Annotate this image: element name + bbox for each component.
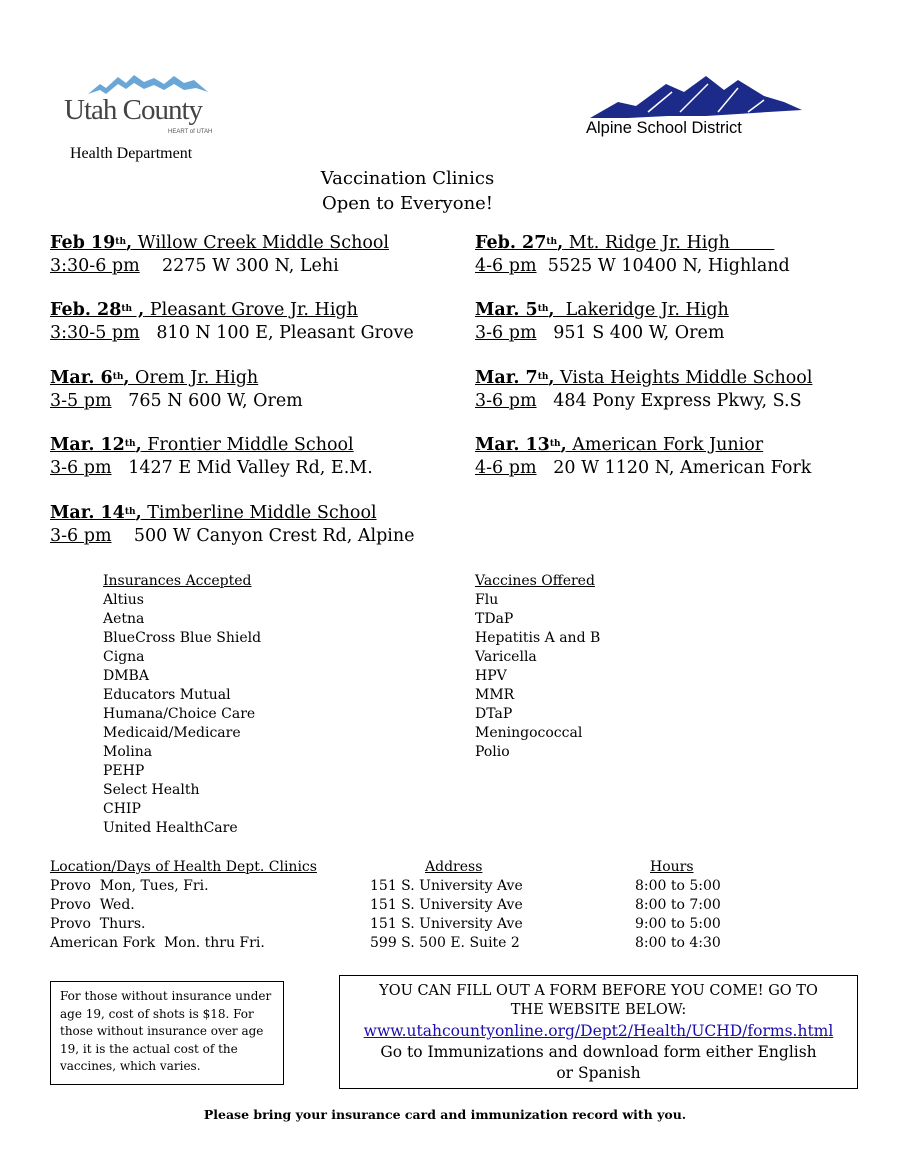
- clinic-time: 3:30-5 pm: [50, 323, 140, 343]
- clinic-time: 3:30-6 pm: [50, 256, 140, 276]
- clinic-address: 765 N 600 W, Orem: [128, 391, 303, 411]
- utah-county-logo: [64, 70, 234, 140]
- alpine-school-district-name: Alpine School District: [586, 119, 742, 137]
- clinic-time: 3-6 pm: [50, 526, 112, 546]
- list-item: BlueCross Blue Shield: [103, 630, 262, 646]
- list-item: MMR: [475, 687, 515, 703]
- clinic-5: Mar. 7th, Vista Heights Middle School 3-6 pm 484 Pony Express Pkwy, S.S: [475, 368, 813, 411]
- location-cell: Provo Thurs.: [50, 916, 146, 932]
- footer-note: Please bring your insurance card and immunization record with you.: [203, 1107, 687, 1122]
- list-item: Select Health: [103, 782, 200, 798]
- location-cell: Provo Mon, Tues, Fri.: [50, 878, 209, 894]
- clinic-date: Feb. 28: [50, 300, 122, 320]
- clinic-6: Mar. 12th, Frontier Middle School 3-6 pm 1427 E Mid Valley Rd, E.M.: [50, 435, 373, 478]
- list-item: HPV: [475, 668, 507, 684]
- clinic-2: Feb. 28th , Pleasant Grove Jr. High 3:30-5 pm 810 N 100 E, Pleasant Grove: [50, 300, 414, 343]
- clinic-1: Feb. 27th, Mt. Ridge Jr. High 4-6 pm 5525 W 10400 N, Highland: [475, 233, 790, 276]
- page-title: [0, 166, 815, 216]
- list-item: Meningococcal: [475, 725, 583, 741]
- clinic-address: 1427 E Mid Valley Rd, E.M.: [128, 458, 373, 478]
- clinic-time: 3-6 pm: [475, 391, 537, 411]
- list-item: CHIP: [103, 801, 141, 817]
- address-cell: 151 S. University Ave: [370, 916, 523, 932]
- list-item: Flu: [475, 592, 499, 608]
- list-item: Aetna: [103, 611, 145, 627]
- location-cell: American Fork Mon. thru Fri.: [50, 935, 265, 951]
- clinic-date: Mar. 7: [475, 368, 538, 388]
- col-header-address: Address: [425, 859, 483, 875]
- list-item: DMBA: [103, 668, 149, 684]
- hours-cell: 8:00 to 4:30: [635, 935, 721, 951]
- health-department-label: Health Department: [70, 145, 193, 162]
- address-cell: 151 S. University Ave: [370, 878, 523, 894]
- alpine-mountain-icon: [588, 72, 802, 120]
- clinic-4: Mar. 6th, Orem Jr. High 3-5 pm 765 N 600 W, Orem: [50, 368, 303, 411]
- clinic-school: American Fork Junior: [566, 435, 764, 455]
- clinic-school: Orem Jr. High: [129, 368, 259, 388]
- clinic-date: Mar. 13: [475, 435, 550, 455]
- hours-cell: 9:00 to 5:00: [635, 916, 721, 932]
- list-item: Altius: [103, 592, 144, 608]
- clinic-address: 500 W Canyon Crest Rd, Alpine: [133, 526, 415, 546]
- clinic-time: 3-6 pm: [50, 458, 112, 478]
- clinic-school: Frontier Middle School: [141, 435, 354, 455]
- clinic-school: Pleasant Grove Jr. High: [144, 300, 358, 320]
- form-info-box: [339, 975, 858, 1089]
- list-item: Varicella: [475, 649, 537, 665]
- hours-cell: 8:00 to 5:00: [635, 878, 721, 894]
- insurances-list: [103, 572, 261, 838]
- list-item: DTaP: [475, 706, 513, 722]
- clinic-school: Mt. Ridge Jr. High: [563, 233, 730, 253]
- list-item: PEHP: [103, 763, 145, 779]
- list-item: United HealthCare: [103, 820, 238, 836]
- clinic-address: 951 S 400 W, Orem: [553, 323, 725, 343]
- clinic-date: Feb 19: [50, 233, 116, 253]
- clinic-address: 484 Pony Express Pkwy, S.S: [553, 391, 802, 411]
- vaccines-list: [475, 572, 600, 762]
- clinic-time: 4-6 pm: [475, 458, 537, 478]
- clinic-address: 5525 W 10400 N, Highland: [547, 256, 790, 276]
- address-cell: 599 S. 500 E. Suite 2: [370, 935, 520, 951]
- clinic-address: 2275 W 300 N, Lehi: [161, 256, 339, 276]
- clinic-date: Mar. 12: [50, 435, 125, 455]
- list-item: Cigna: [103, 649, 145, 665]
- vaccines-heading: Vaccines Offered: [475, 573, 595, 589]
- clinic-school: Willow Creek Middle School: [132, 233, 390, 253]
- list-item: Medicaid/Medicare: [103, 725, 241, 741]
- clinic-time: 3-6 pm: [475, 323, 537, 343]
- col-header-hours: Hours: [650, 859, 694, 875]
- clinic-date: Mar. 14: [50, 503, 125, 523]
- cost-info-box: [50, 981, 284, 1085]
- forms-website-link[interactable]: www.utahcountyonline.org/Dept2/Health/UCHD/forms.html: [363, 1022, 834, 1040]
- list-item: Molina: [103, 744, 153, 760]
- utah-county-tagline: HEART of UTAH: [168, 129, 213, 135]
- clinic-school: Lakeridge Jr. High: [554, 300, 729, 320]
- address-cell: 151 S. University Ave: [370, 897, 523, 913]
- title-line-1: Vaccination Clinics: [320, 168, 495, 189]
- hours-cell: 8:00 to 7:00: [635, 897, 721, 913]
- clinic-date: Feb. 27: [475, 233, 547, 253]
- title-line-2: Open to Everyone!: [321, 193, 494, 214]
- clinic-school: Vista Heights Middle School: [554, 368, 813, 388]
- utah-county-name: Utah County: [64, 94, 203, 126]
- list-item: Educators Mutual: [103, 687, 231, 703]
- clinic-address: 20 W 1120 N, American Fork: [553, 458, 812, 478]
- cost-info-text: For those without insurance under age 19, cost of shots is $18. For those without insurance over age 19, it is the actual cost of the vaccines, which varies.: [60, 989, 272, 1073]
- col-header-location: Location/Days of Health Dept. Clinics: [50, 859, 317, 875]
- clinic-date: Mar. 5: [475, 300, 538, 320]
- clinic-address: 810 N 100 E, Pleasant Grove: [156, 323, 414, 343]
- clinic-7: Mar. 13th, American Fork Junior 4-6 pm 20 W 1120 N, American Fork: [475, 435, 812, 478]
- clinic-time: 3-5 pm: [50, 391, 112, 411]
- location-cell: Provo Wed.: [50, 897, 135, 913]
- clinic-school: Timberline Middle School: [141, 503, 377, 523]
- list-item: Polio: [475, 744, 510, 760]
- form-info-line1: YOU CAN FILL OUT A FORM BEFORE YOU COME! GO TO THE WEBSITE BELOW:: [379, 983, 818, 1018]
- list-item: Hepatitis A and B: [475, 630, 601, 646]
- clinic-date: Mar. 6: [50, 368, 113, 388]
- clinic-0: Feb 19th, Willow Creek Middle School 3:30-6 pm 2275 W 300 N, Lehi: [50, 233, 390, 276]
- list-item: Humana/Choice Care: [103, 706, 256, 722]
- list-item: TDaP: [475, 611, 514, 627]
- insurances-heading: Insurances Accepted: [103, 573, 252, 589]
- clinic-8: Mar. 14th, Timberline Middle School 3-6 pm 500 W Canyon Crest Rd, Alpine: [50, 503, 415, 546]
- alpine-school-district-logo: [584, 72, 804, 142]
- form-info-line2: Go to Immunizations and download form either English or Spanish: [380, 1043, 817, 1082]
- clinic-time: 4-6 pm: [475, 256, 537, 276]
- clinic-3: Mar. 5th, Lakeridge Jr. High 3-6 pm 951 S 400 W, Orem: [475, 300, 729, 343]
